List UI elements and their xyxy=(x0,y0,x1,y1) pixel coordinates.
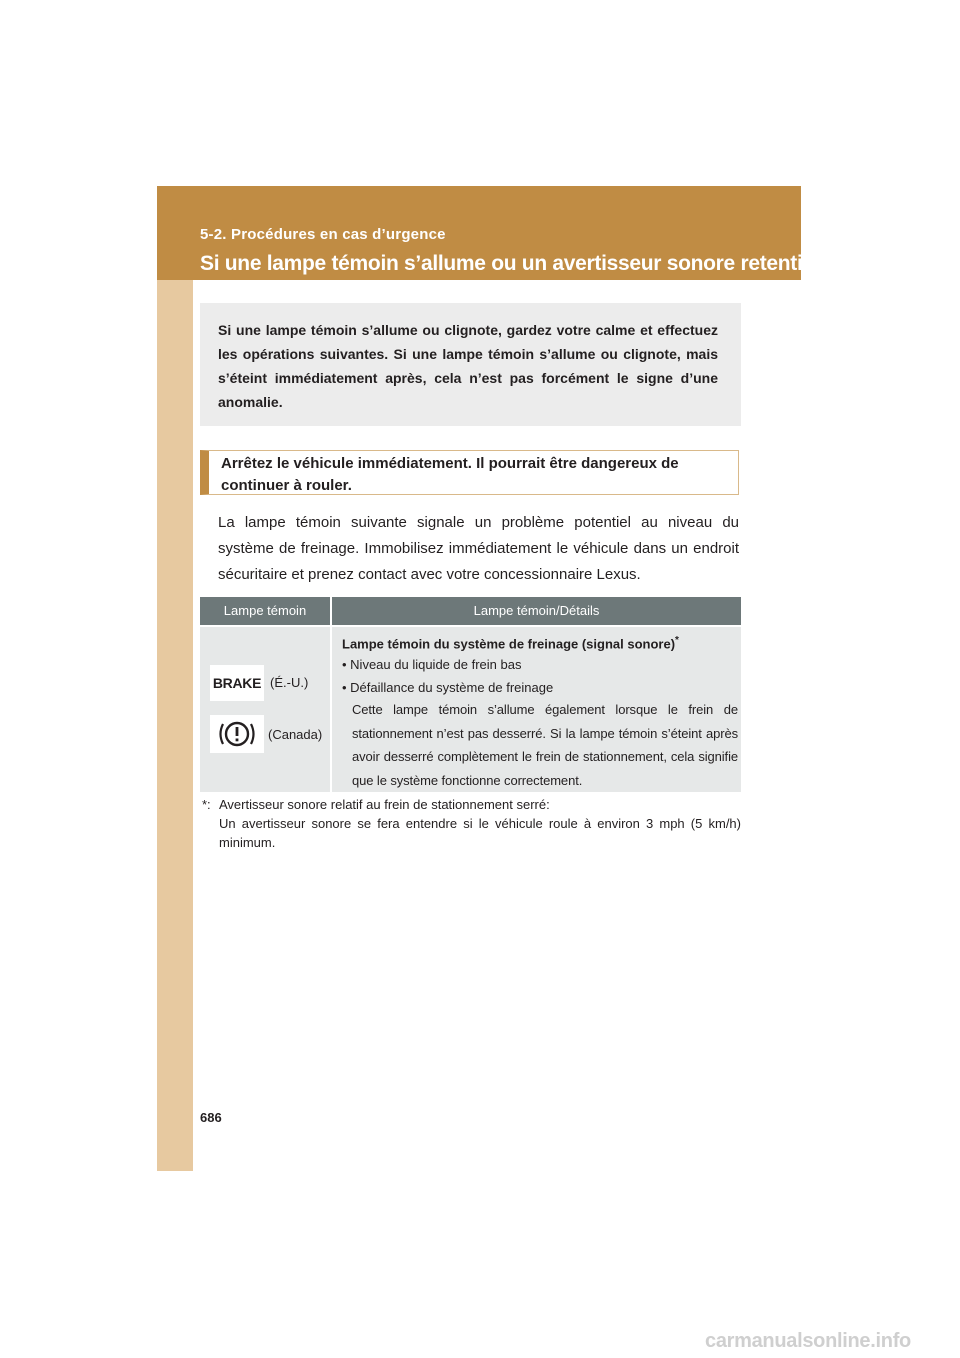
footnote-line2: Un avertisseur sonore se fera entendre si le véhicule roule à environ 3 mph (5 km/h) minimum. xyxy=(219,816,741,850)
detail-bullet-fluid: • Niveau du liquide de frein bas xyxy=(342,657,522,672)
table-cell-details xyxy=(332,627,741,792)
footnote-mark: *: xyxy=(202,797,211,812)
page-title: Si une lampe témoin s’allume ou un avertisseur sonore retentit... xyxy=(200,252,826,275)
warning-heading-box xyxy=(200,450,739,495)
region-label-us: (É.-U.) xyxy=(270,675,309,690)
section-label: 5-2. Procédures en cas d’urgence xyxy=(200,226,446,243)
table-header-details: Lampe témoin/Détails xyxy=(332,597,741,625)
region-label-canada: (Canada) xyxy=(268,727,323,742)
brake-icon-text: BRAKE xyxy=(212,675,262,691)
watermark: carmanualsonline.info xyxy=(705,1330,911,1352)
page-number: 686 xyxy=(200,1110,222,1125)
side-strip xyxy=(157,186,193,1171)
lamp-title-footnote-mark: * xyxy=(675,635,679,646)
lamp-title-text: Lampe témoin du système de freinage (signal sonore) xyxy=(342,636,676,652)
intro-text: Si une lampe témoin s’allume ou clignote, gardez votre calme et effectuez les opérations suivantes. Si une lampe témoin s’allume ou clignote, mais s’éteint immédiatement après, cela n’est pas forcément le signe d’une anomalie. xyxy=(218,322,718,410)
detail-bullet-malfunction: • Défaillance du système de freinage xyxy=(342,680,554,695)
detail-paragraph: Cette lampe témoin s’allume également lorsque le frein de stationnement n’est pas desserré. Si la lampe témoin s’éteint après avoir desserré complètement le frein de stationnement, cela signifie que le système fonctionne correctement. xyxy=(352,702,738,788)
warning-lamp-table xyxy=(200,597,741,792)
footnote-line1: Avertisseur sonore relatif au frein de stationnement serré: xyxy=(219,797,550,812)
lamp-title xyxy=(342,635,679,651)
exclamation-circle-icon xyxy=(210,715,264,753)
warning-body: La lampe témoin suivante signale un problème potentiel au niveau du système de freinage. Immobilisez immédiatement le véhicule dans un endroit sécuritaire et prenez contact avec votre concessionnaire Lexus. xyxy=(218,514,739,583)
table-header-lamp: Lampe témoin xyxy=(200,597,330,625)
brake-warning-icon xyxy=(210,665,264,701)
table-cell-lamp xyxy=(200,627,330,792)
warning-heading: Arrêtez le véhicule immédiatement. Il pourrait être dangereux de continuer à rouler. xyxy=(221,455,679,494)
